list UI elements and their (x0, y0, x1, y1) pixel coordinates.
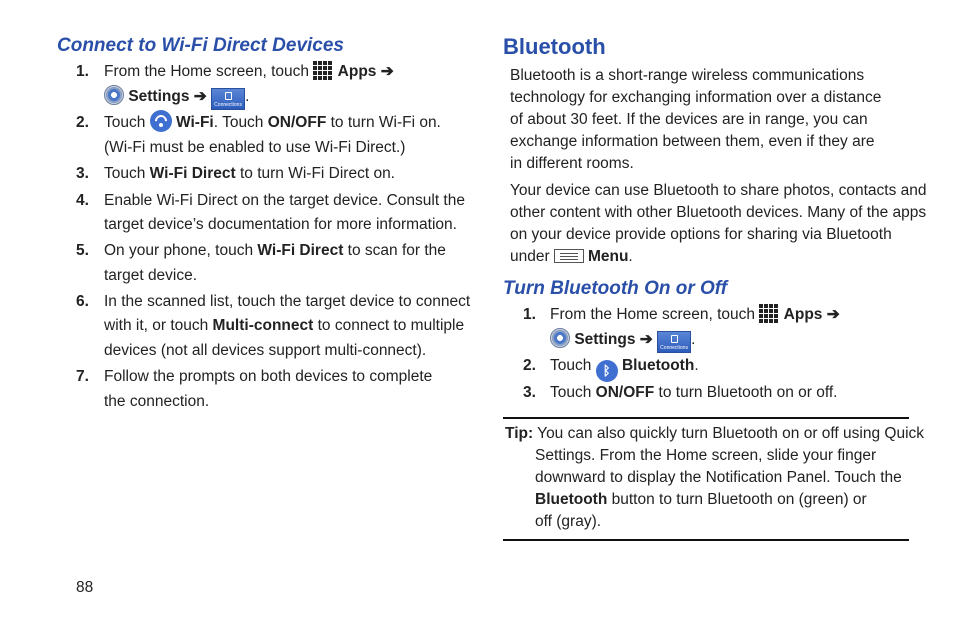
list-item: 3. Touch ON/OFF to turn Bluetooth on or off. (523, 384, 838, 401)
connections-tab-icon: Connections (657, 331, 691, 353)
list-item: 5. On your phone, touch Wi-Fi Direct to scan for the target device. (76, 242, 446, 284)
page-number: 88 (76, 579, 94, 596)
list-item: 4. Enable Wi-Fi Direct on the target device. Consult the target device’s documentation for more information. (76, 192, 465, 233)
settings-gear-icon (550, 328, 570, 348)
subheading-turn-bluetooth: Turn Bluetooth On or Off (503, 278, 728, 299)
list-item: 2. Touch Wi-Fi. Touch ON/OFF to turn Wi-Fi on. (Wi-Fi must be enabled to use Wi-Fi Direct.) (76, 110, 476, 160)
list-item: 7. Follow the prompts on both devices to complete the connection. (76, 368, 433, 410)
list-item: 3. Touch Wi-Fi Direct to turn Wi-Fi Direct on. (76, 165, 395, 182)
connections-tab-icon: Connections (211, 88, 245, 110)
list-item: 2. Touch ᛒ Bluetooth. (523, 353, 913, 378)
tip-bottom-rule (503, 539, 909, 541)
apps-grid-icon (759, 303, 779, 323)
bluetooth-icon: ᛒ (596, 360, 618, 382)
section-heading-bluetooth: Bluetooth (503, 34, 606, 59)
list-item: 1. From the Home screen, touch Apps ➔ Settings ➔ Connections . (523, 302, 913, 352)
section-heading-wifi-direct: Connect to Wi-Fi Direct Devices (57, 35, 344, 56)
tip-top-rule (503, 417, 909, 419)
settings-gear-icon (104, 85, 124, 105)
menu-icon (554, 249, 584, 263)
wifi-icon (150, 110, 172, 132)
apps-grid-icon (313, 60, 333, 80)
list-item: 6. In the scanned list, touch the target device to connect with it, or touch Multi-connect to connect to multiple devices (not all devices support multi-connect). (76, 293, 471, 359)
list-item: 1. From the Home screen, touch Apps ➔ Settings ➔ Connections . (76, 59, 476, 109)
